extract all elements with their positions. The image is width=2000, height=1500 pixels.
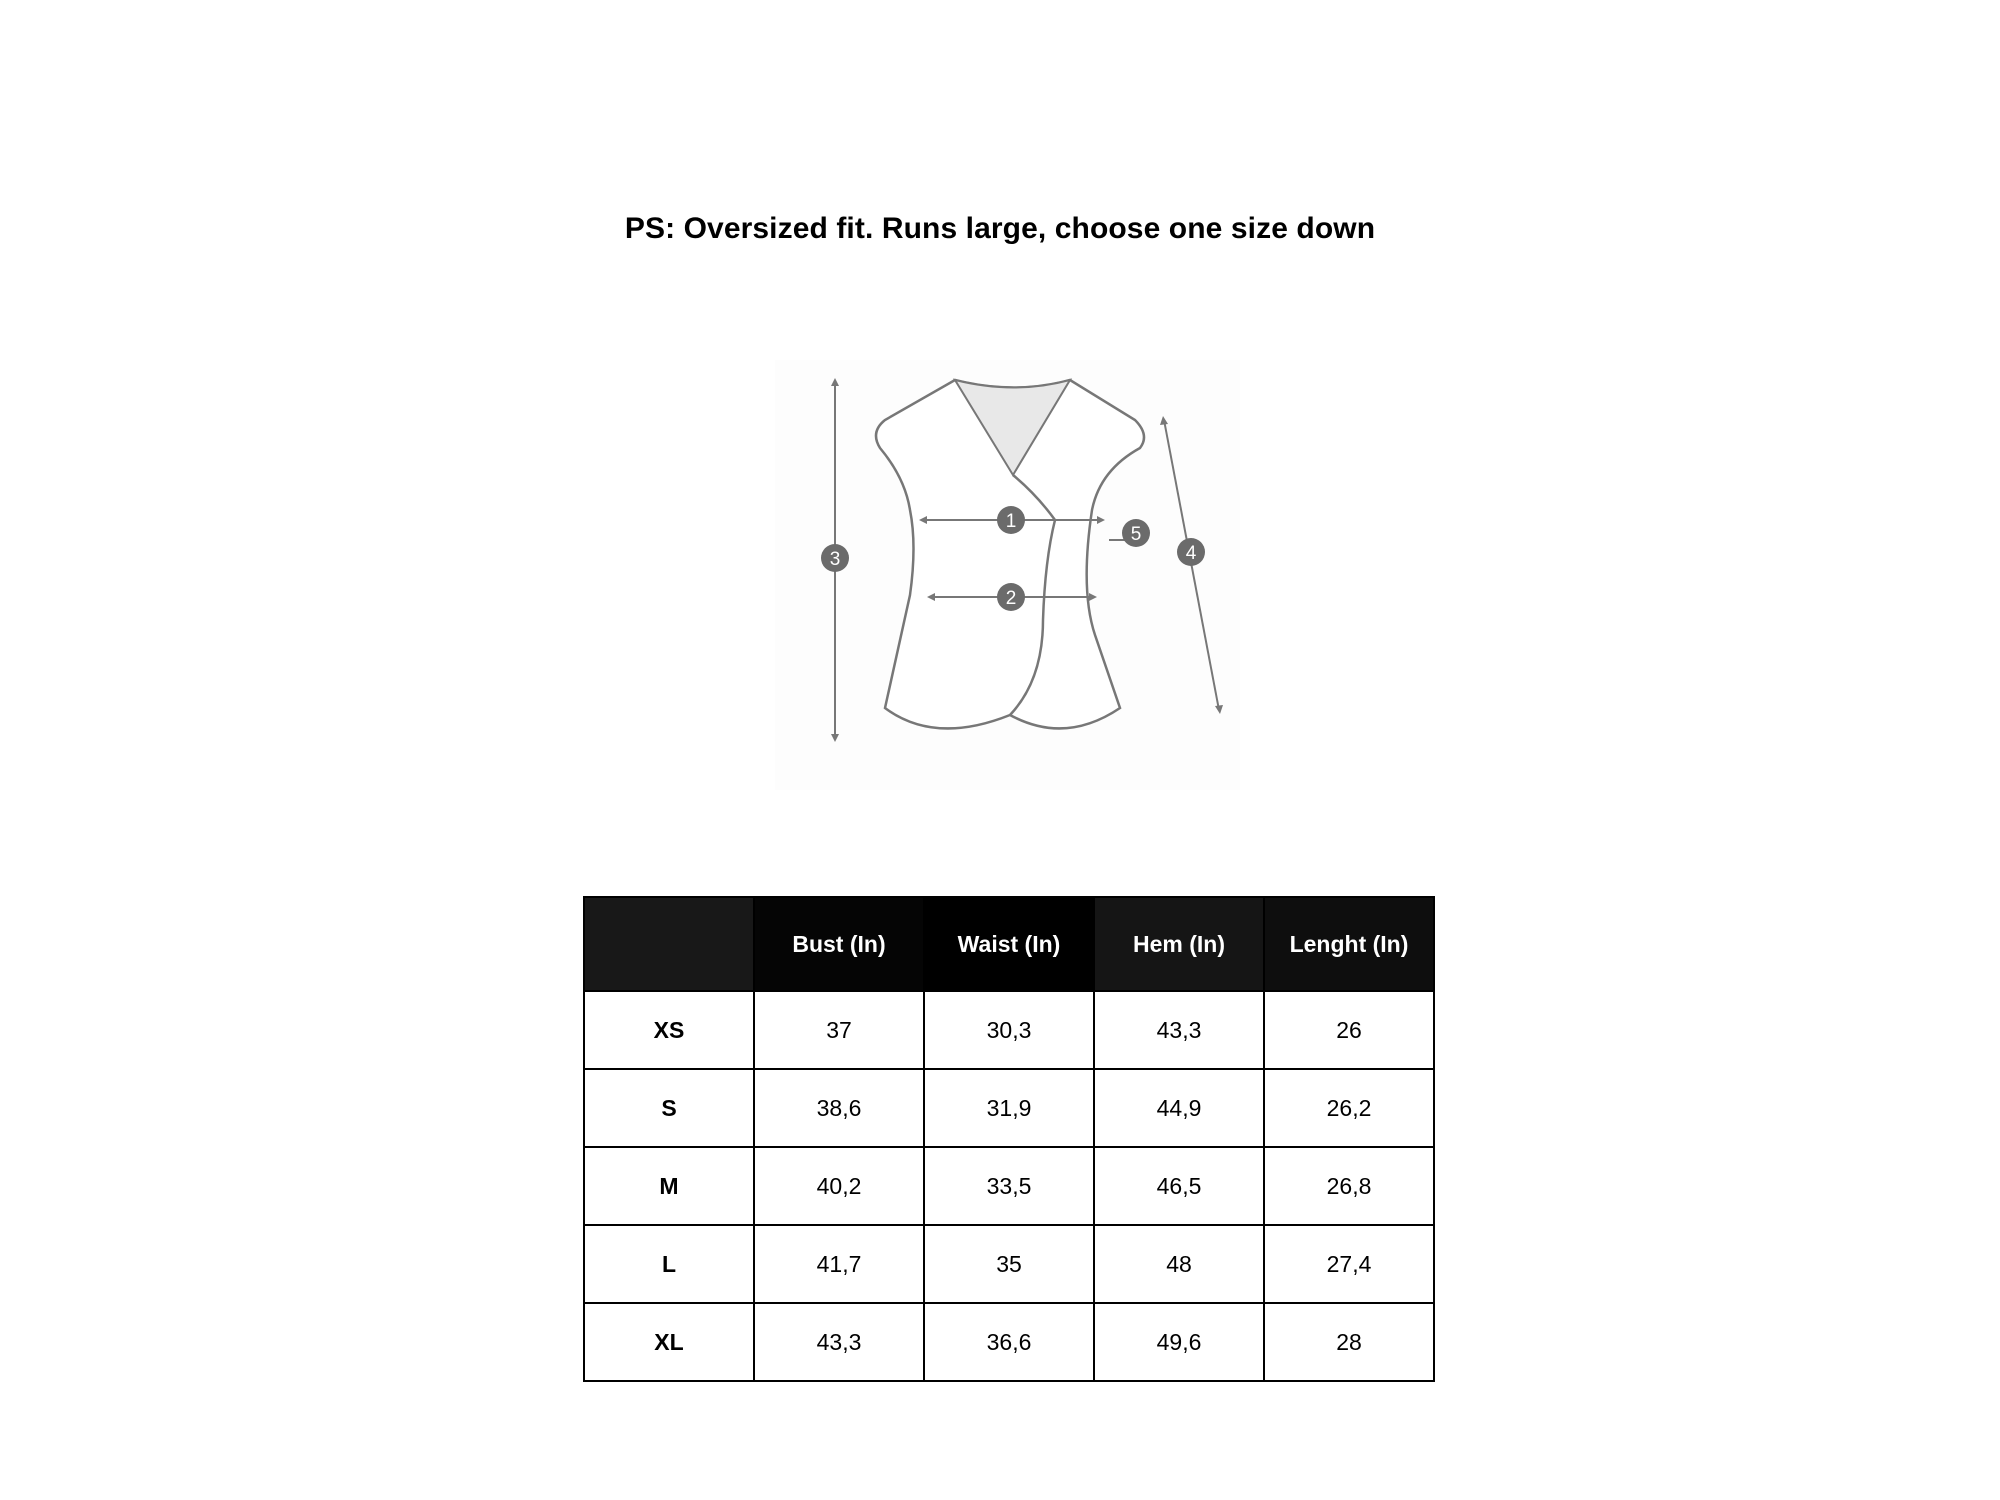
hem-cell: 44,9 xyxy=(1094,1069,1264,1147)
length-cell: 28 xyxy=(1264,1303,1434,1381)
marker-5-label: 5 xyxy=(1130,524,1142,545)
marker-2 xyxy=(997,583,1025,611)
size-label: XL xyxy=(584,1303,754,1381)
size-chart-table xyxy=(583,896,1435,1382)
waist-cell: 36,6 xyxy=(924,1303,1094,1381)
header-blank xyxy=(584,897,754,991)
hem-cell: 49,6 xyxy=(1094,1303,1264,1381)
bust-cell: 37 xyxy=(754,991,924,1069)
table-row xyxy=(584,1147,1434,1225)
bust-cell: 40,2 xyxy=(754,1147,924,1225)
marker-1-label: 1 xyxy=(1005,511,1017,532)
marker-5 xyxy=(1122,519,1150,547)
hem-cell: 43,3 xyxy=(1094,991,1264,1069)
hem-cell: 46,5 xyxy=(1094,1147,1264,1225)
marker-1 xyxy=(997,506,1025,534)
waist-cell: 35 xyxy=(924,1225,1094,1303)
header-length: Lenght (In) xyxy=(1264,897,1434,991)
vest-illustration xyxy=(775,360,1240,790)
bust-cell: 38,6 xyxy=(754,1069,924,1147)
header-hem: Hem (In) xyxy=(1094,897,1264,991)
marker-4 xyxy=(1177,538,1205,566)
marker-2-label: 2 xyxy=(1005,588,1017,609)
marker-3 xyxy=(821,544,849,572)
table-row xyxy=(584,1303,1434,1381)
length-cell: 26 xyxy=(1264,991,1434,1069)
header-waist: Waist (In) xyxy=(924,897,1094,991)
table-row xyxy=(584,991,1434,1069)
marker-3-label: 3 xyxy=(829,549,841,570)
garment-measurement-diagram xyxy=(775,360,1240,790)
header-bust: Bust (In) xyxy=(754,897,924,991)
length-cell: 26,8 xyxy=(1264,1147,1434,1225)
waist-cell: 30,3 xyxy=(924,991,1094,1069)
size-label: M xyxy=(584,1147,754,1225)
waist-cell: 31,9 xyxy=(924,1069,1094,1147)
length-cell: 26,2 xyxy=(1264,1069,1434,1147)
fit-note: PS: Oversized fit. Runs large, choose one size down xyxy=(624,212,1376,245)
size-label: L xyxy=(584,1225,754,1303)
waist-cell: 33,5 xyxy=(924,1147,1094,1225)
table-row xyxy=(584,1069,1434,1147)
marker-4-label: 4 xyxy=(1185,543,1197,564)
table-row xyxy=(584,1225,1434,1303)
length-cell: 27,4 xyxy=(1264,1225,1434,1303)
size-label: XS xyxy=(584,991,754,1069)
bust-cell: 43,3 xyxy=(754,1303,924,1381)
size-label: S xyxy=(584,1069,754,1147)
table-header-row xyxy=(584,897,1434,991)
hem-cell: 48 xyxy=(1094,1225,1264,1303)
bust-cell: 41,7 xyxy=(754,1225,924,1303)
